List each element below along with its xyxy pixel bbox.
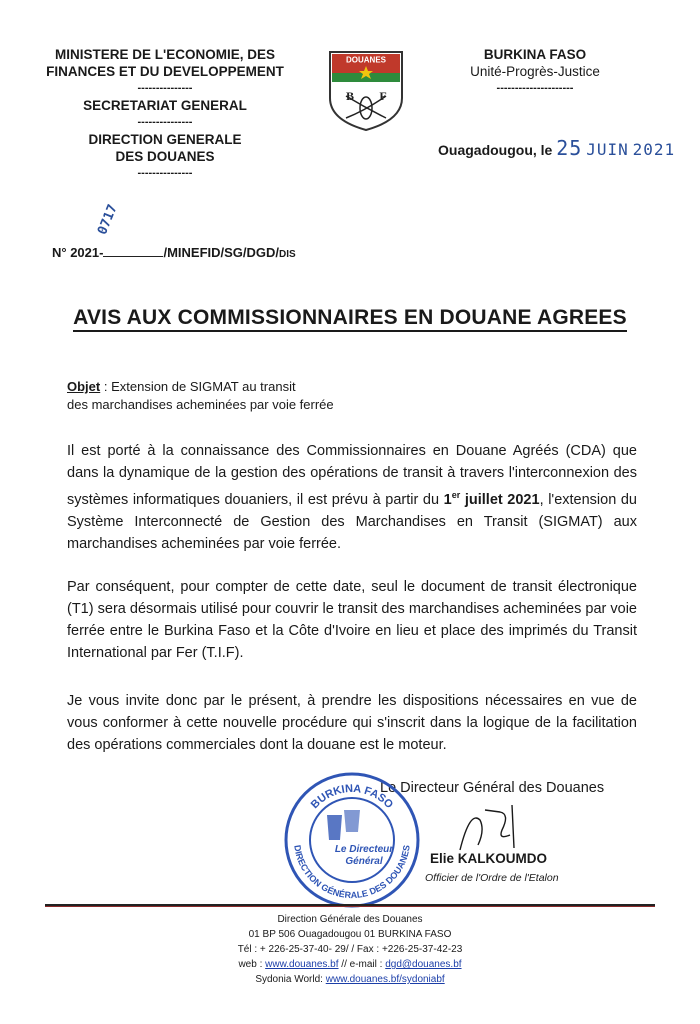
header-separator: --------------------- [496,82,574,94]
paragraph-2: Par conséquent, pour compter de cette date, seul le document de transit électronique (T1) sera désormais utilisé pour couvrir le transit des marchandises acheminées par voie ferrée entre le Burkina Faso et la Côte d'Ivoire en lieu et place des imprimés du Transit International par Fer (T.I.F). [67,579,637,661]
stamp-bottom-text: DIRECTION GÉNÉRALE DES DOUANES [292,844,412,901]
reference-suffix: /MINEFID/SG/DGD/ [163,245,280,260]
stamp-center-line1: Le Directeur [334,844,394,855]
secretariat-name: SECRETARIAT GENERAL [83,98,247,113]
customs-logo [326,48,406,137]
logo-banner-text: DOUANES [345,55,387,65]
paragraph-1-date-day: 1 [443,491,452,508]
footer-email-link[interactable]: dgd@douanes.bf [385,959,462,970]
signatory-office: Officier de l'Ordre de l'Etalon [425,872,559,884]
footer-sydonia-link[interactable]: www.douanes.bf/sydoniabf [325,974,445,985]
date-line [438,136,675,160]
direction-name-line1: DIRECTION GENERALE [88,132,242,147]
handwritten-signature [440,790,560,865]
footer-org: Direction Générale des Douanes [277,914,423,925]
footer [0,912,700,987]
country-header [410,46,660,97]
footer-web-label: web : [238,959,266,970]
paragraph-1 [67,440,637,555]
paragraph-1-date-rest: juillet 2021 [460,491,540,508]
footer-divider [45,904,655,907]
logo-letter-f: F [379,89,387,103]
paragraph-1-part-b: , l'extension du Système Interconnecté de Gestion des Marchandises en Transit (SIGMAT) aux marchandises acheminées par voie ferrée. [67,491,637,552]
footer-address: 01 BP 506 Ouagadougou 01 BURKINA FASO [248,929,452,940]
reference-handwritten-number: 0717 [95,202,122,237]
date-prefix: Ouagadougou, le [438,142,553,158]
document-title [0,306,700,330]
footer-email-sep: // e-mail : [338,959,386,970]
reference-number [52,202,296,260]
date-stamp-month: JUIN [586,140,629,159]
header-separator: --------------- [137,82,193,94]
subject-block [67,378,334,414]
footer-web-link[interactable]: www.douanes.bf [265,959,339,970]
subject-label: Objet [67,379,101,394]
ministry-name-line2: FINANCES ET DU DEVELOPPEMENT [46,64,284,79]
signatory-title: Le Directeur Général des Douanes [380,780,605,796]
logo-letter-b: B [345,89,355,103]
country-motto: Unité-Progrès-Justice [470,64,600,79]
document-title-text: AVIS AUX COMMISSIONNAIRES EN DOUANE AGREES [73,306,627,332]
paragraph-1-date-sup: er [451,490,461,500]
signatory-name: Elie KALKOUMDO [430,851,548,866]
direction-name-line2: DES DOUANES [115,149,215,164]
footer-sydonia [0,972,700,987]
country-name: BURKINA FASO [483,47,587,62]
stamp-top-text: BURKINA FASO [308,782,396,812]
official-stamp [282,770,422,915]
stamp-center-line2: Général [345,856,383,867]
subject-line1: : Extension de SIGMAT au transit [100,379,296,394]
header-separator: --------------- [137,167,193,179]
ministry-name-line1: MINISTERE DE L'ECONOMIE, DES [55,47,275,62]
header-separator: --------------- [137,116,193,128]
date-stamp-year: 2021 [632,140,676,159]
reference-handwritten-field [95,202,163,257]
ministry-header [40,46,290,182]
footer-web-email [0,957,700,972]
paragraph-3: Je vous invite donc par le présent, à prendre les dispositions nécessaires en vue de vous conformer à cette nouvelle procédure qui s'inscrit dans la logique de la facilitation des opérations commerciales dont la douane est le moteur. [67,693,637,753]
reference-suffix-small: DIS [279,249,296,260]
subject-line2: des marchandises acheminées par voie ferrée [67,397,334,412]
date-stamp-day: 25 [556,136,583,160]
paragraph-1-part-a: Il est porté à la connaissance des Commissionnaires en Douane Agréés (CDA) que dans la dynamique de la gestion des opérations de transit à travers l'interconnexion des systèmes informatiques douaniers, il est prévu à partir du [67,443,637,508]
footer-phone: Tél : + 226-25-37-40- 29/ / Fax : +226-25-37-42-23 [237,944,463,955]
reference-prefix: N° 2021- [52,245,104,260]
footer-sydonia-label: Sydonia World: [255,974,326,985]
